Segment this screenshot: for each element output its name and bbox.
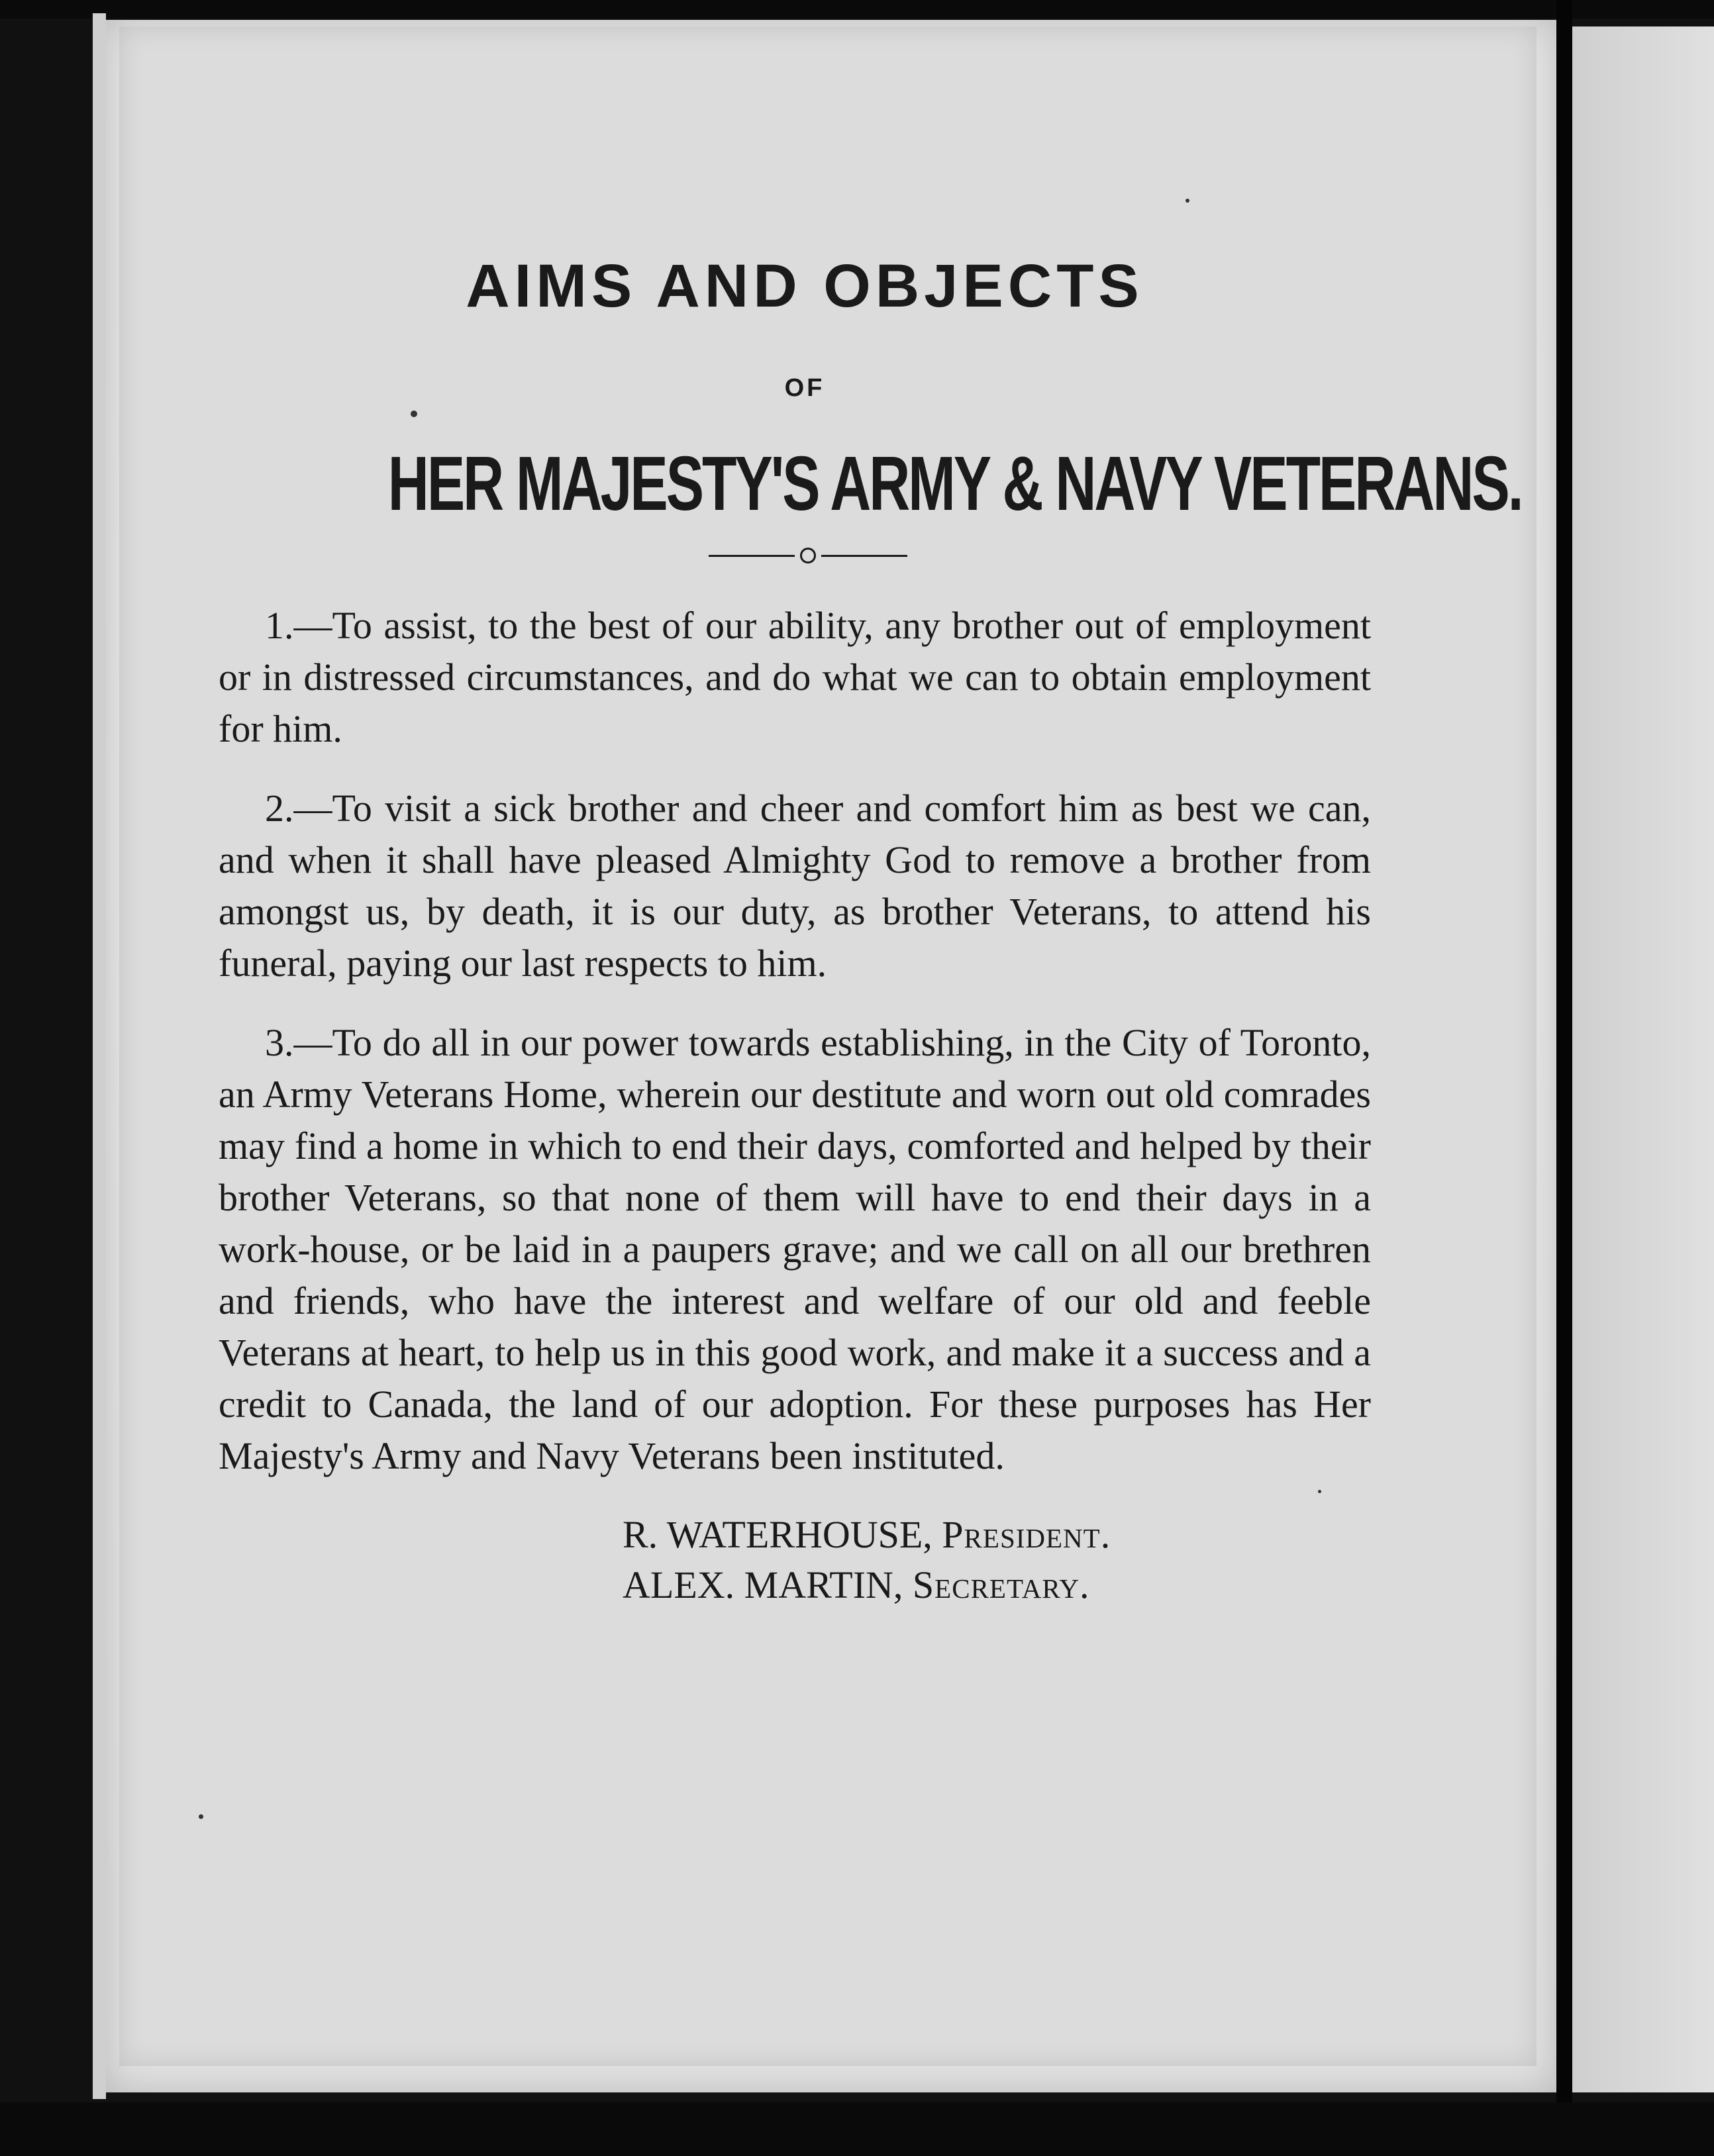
- rule-line-left: [709, 555, 795, 557]
- heading-connector: OF: [784, 374, 825, 402]
- scan-bottom-border: [0, 2102, 1714, 2156]
- signature-block: [219, 1510, 1371, 1610]
- organization-name: HER MAJESTY'S ARMY & NAVY VETERANS.: [387, 440, 1522, 526]
- signatory-president: [623, 1510, 1371, 1560]
- adjacent-page-edge: [1572, 26, 1714, 2092]
- signatory-title: President.: [942, 1513, 1111, 1556]
- ornamental-rule: [219, 548, 1371, 564]
- scan-top-border: [0, 0, 1714, 19]
- aim-paragraph-3: 3.—To do all in our power towards establishing, in the City of Toronto, an Army Veterans Home, wherein our destitute and worn out old comrades may find a home in which to end their days, comforted and helped by their brother Veterans, so that none of them will have to end their days in a work-house, or be laid in a paupers grave; and we call on all our brethren and friends, who have the interest and welfare of our old and feeble Veterans at heart, to help us in this good work, and make it a success and a credit to Canada, the land of our adoption. For these purposes has Her Majesty's Army and Navy Veterans been instituted.: [219, 1021, 1371, 1477]
- aim-paragraph-2: 2.—To visit a sick brother and cheer and comfort him as best we can, and when it shall have pleased Almighty God to remove a brother from amongst us, by death, it is our duty, as brother Veterans, to attend his funeral, paying our last respects to him.: [219, 787, 1371, 985]
- document-body: [219, 252, 1522, 1610]
- rule-circle-ornament: [800, 548, 816, 564]
- scan-speck: [199, 1814, 203, 1819]
- signatory-name: ALEX. MARTIN,: [623, 1563, 903, 1606]
- page-edge: [93, 13, 106, 2099]
- rule-line-right: [821, 555, 907, 557]
- document-heading: AIMS AND OBJECTS: [466, 252, 1144, 320]
- page-gutter: [1556, 0, 1572, 2156]
- signatory-name: R. WATERHOUSE,: [623, 1513, 933, 1556]
- signatory-secretary: [623, 1560, 1371, 1610]
- signatory-title: Secretary.: [912, 1563, 1090, 1606]
- scan-speck: [1185, 199, 1189, 203]
- aim-paragraph-1: 1.—To assist, to the best of our ability, any brother out of employment or in distressed circumstances, and do what we can to obtain employment for him.: [219, 604, 1371, 750]
